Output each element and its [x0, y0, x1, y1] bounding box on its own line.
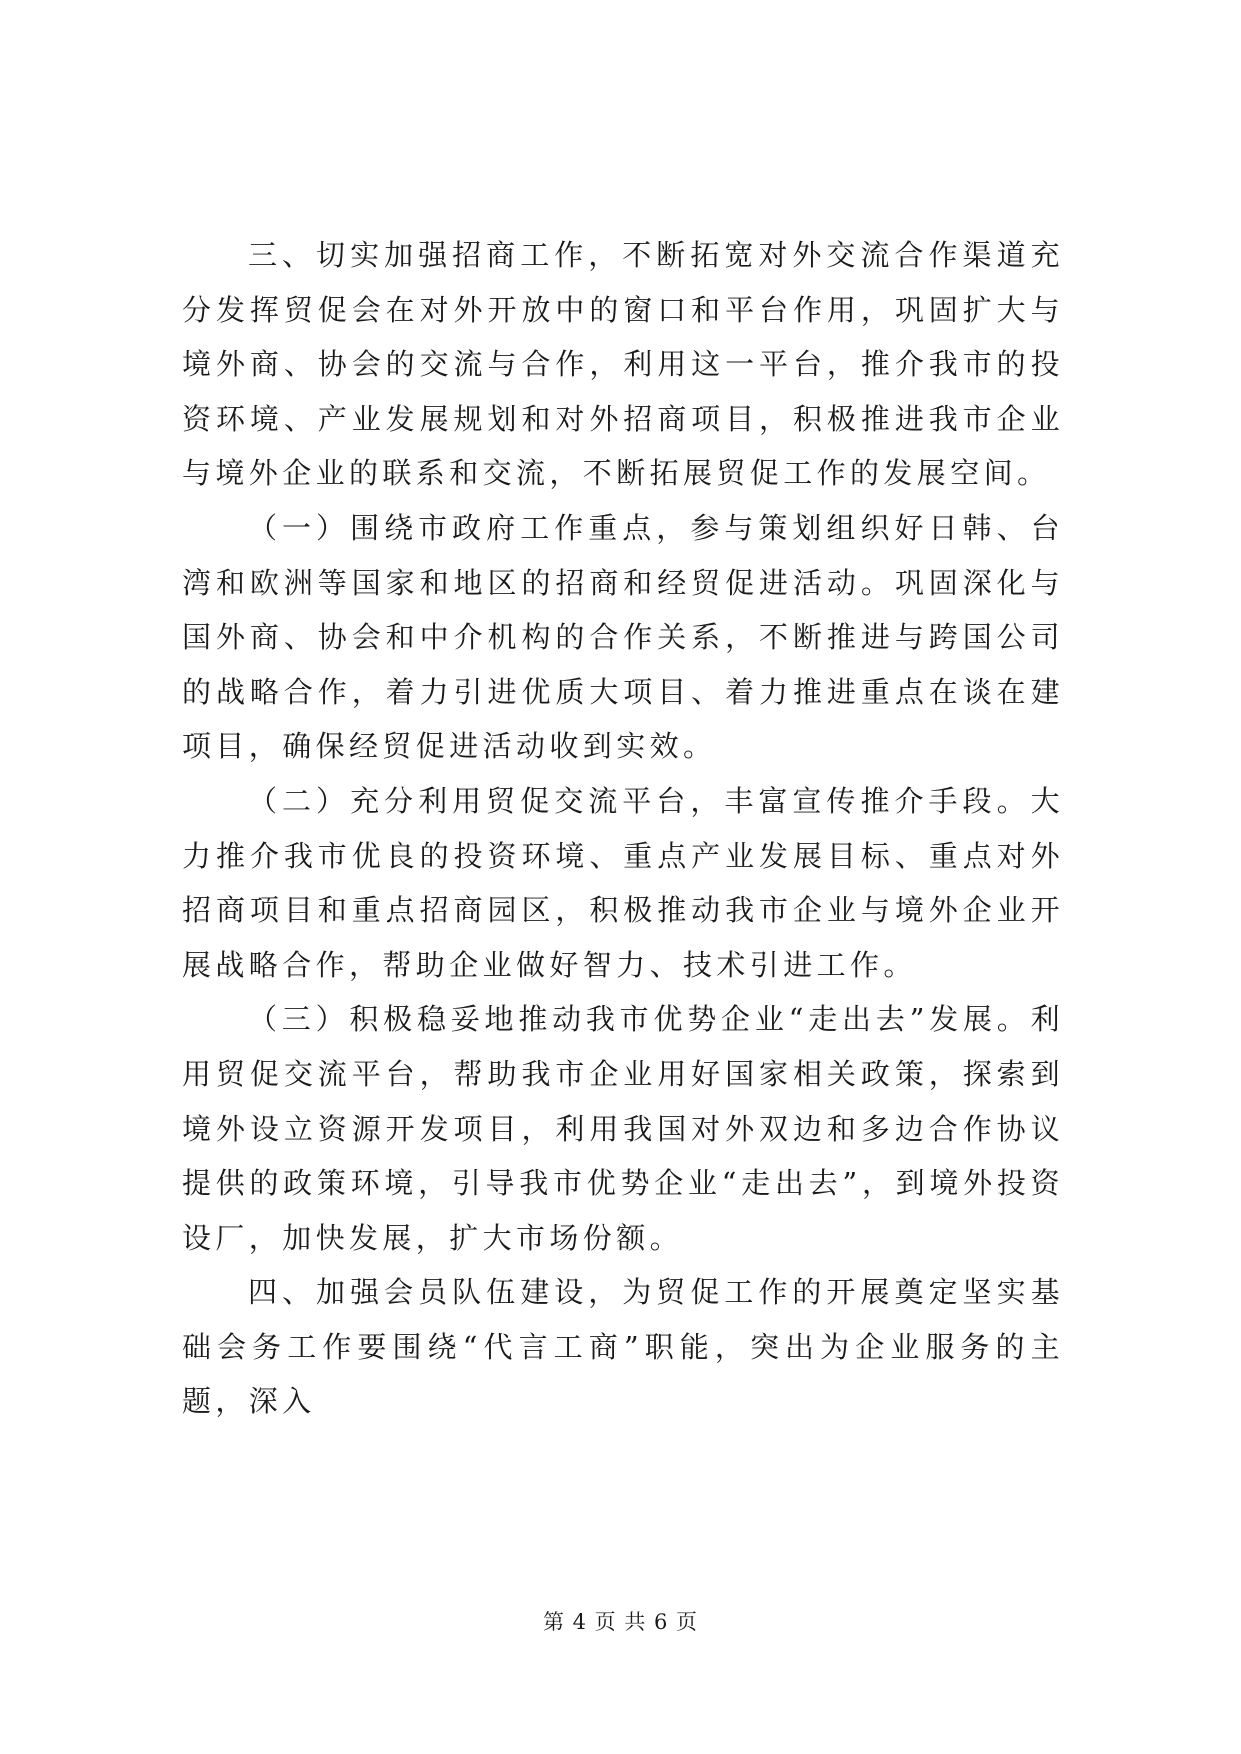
page-number-footer: 第 4 页 共 6 页 [542, 1610, 699, 1634]
paragraph-section-three: 三、切实加强招商工作，不断拓宽对外交流合作渠道充分发挥贸促会在对外开放中的窗口和平台作用，巩固扩大与境外商、协会的交流与合作，利用这一平台，推介我市的投资环境、产业发展规划和对外招商项目，积极推进我市企业与境外企业的联系和交流，不断拓展贸促工作的发展空间。 [182, 238, 1064, 491]
paragraph-item-three: （三）积极稳妥地推动我市优势企业“走出去”发展。利用贸促交流平台，帮助我市企业用好国家相关政策，探索到境外设立资源开发项目，利用我国对外双边和多边合作协议提供的政策环境，引导我市优势企业“走出去”，到境外投资设厂，加快发展，扩大市场份额。 [182, 1002, 1064, 1255]
paragraph-item-one: （一）围绕市政府工作重点，参与策划组织好日韩、台湾和欧洲等国家和地区的招商和经贸促进活动。巩固深化与国外商、协会和中介机构的合作关系，不断推进与跨国公司的战略合作，着力引进优质大项目、着力推进重点在谈在建项目，确保经贸促进活动收到实效。 [182, 510, 1064, 764]
paragraph-section-four: 四、加强会员队伍建设，为贸促工作的开展奠定坚实基础会务工作要围绕“代言工商”职能，突出为企业服务的主题，深入 [182, 1275, 1064, 1419]
document-body [182, 228, 1064, 1429]
paragraph-item-two: （二）充分利用贸促交流平台，丰富宣传推介手段。大力推介我市优良的投资环境、重点产业发展目标、重点对外招商项目和重点招商园区，积极推动我市企业与境外企业开展战略合作，帮助企业做好智力、技术引进工作。 [182, 783, 1064, 982]
